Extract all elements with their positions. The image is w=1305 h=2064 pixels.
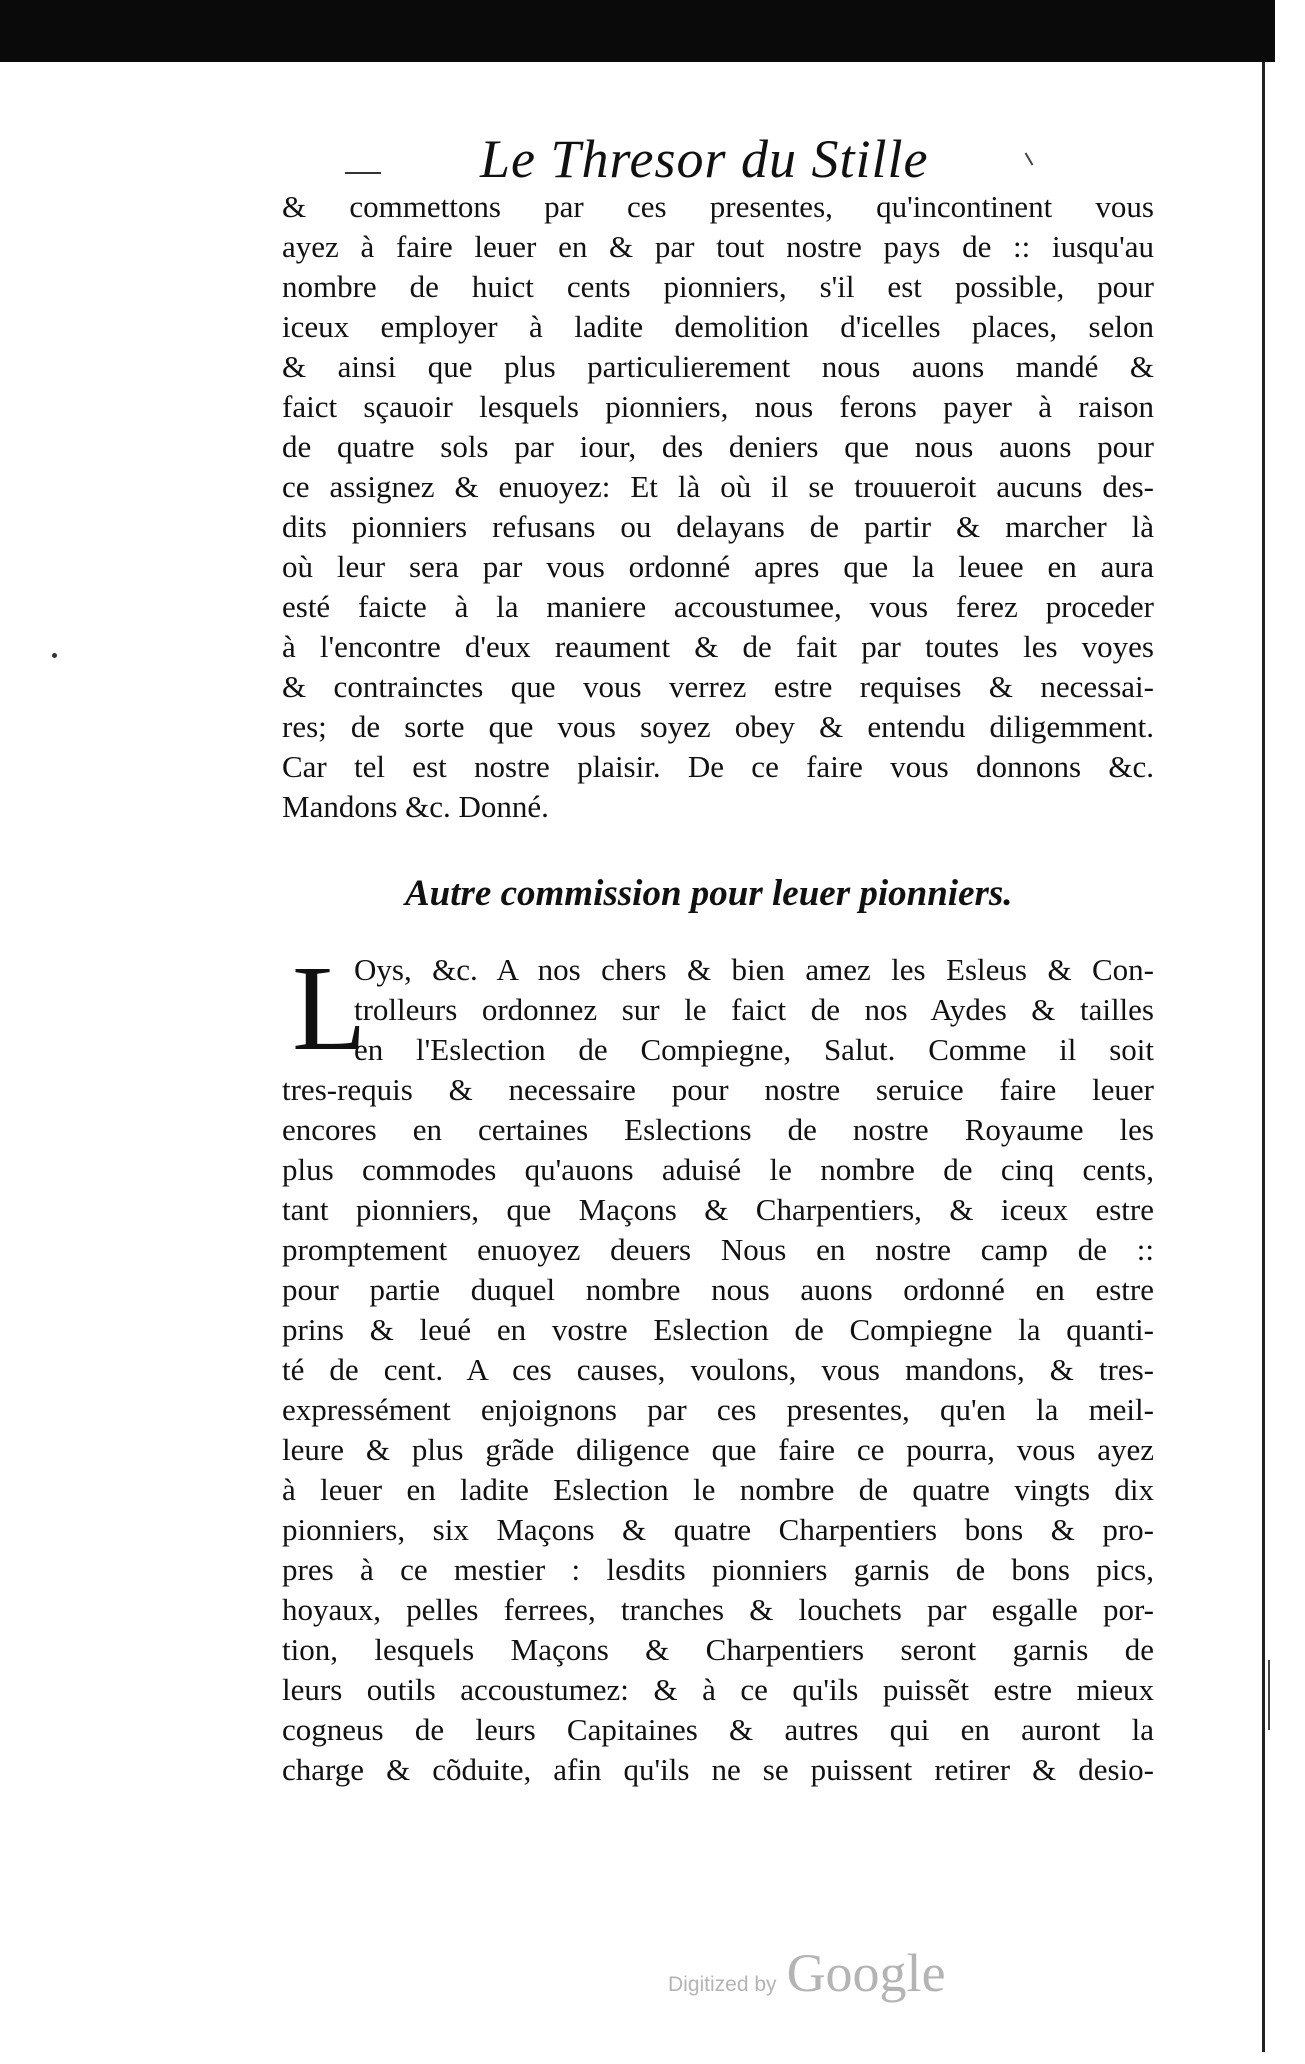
- scan-top-border: [0, 0, 1275, 62]
- text-line: charge & cõduite, afin qu'ils ne se puissent retirer & desio-: [282, 1752, 1154, 1787]
- text-line: & commettons par ces presentes, qu'incontinent vous: [282, 189, 1154, 224]
- text-line: res; de sorte que vous soyez obey & entendu diligemment.: [282, 709, 1154, 744]
- text-line: nombre de huict cents pionniers, s'il est possible, pour: [282, 269, 1154, 304]
- text-line: tion, lesquels Maçons & Charpentiers seront garnis de: [282, 1632, 1154, 1667]
- text-line: hoyaux, pelles ferrees, tranches & louchets par esgalle por-: [282, 1592, 1154, 1627]
- text-line: où leur sera par vous ordonné apres que la leuee en aura: [282, 549, 1154, 584]
- text-line: trolleurs ordonnez sur le faict de nos Aydes & tailles: [354, 992, 1154, 1027]
- section-heading: Autre commission pour leuer pionniers.: [405, 873, 1013, 914]
- ink-mark: [345, 172, 381, 174]
- scan-right-edge: [1262, 62, 1265, 2052]
- text-line: prins & leué en vostre Eslection de Compiegne la quanti-: [282, 1312, 1154, 1347]
- passage-two: [282, 941, 1154, 1790]
- text-line: expressément enjoignons par ces presentes, qu'en la meil-: [282, 1392, 1154, 1427]
- text-line: ce assignez & enuoyez: Et là où il se trouueroit aucuns des-: [282, 469, 1154, 504]
- text-line: pres à ce mestier : lesdits pionniers garnis de bons pics,: [282, 1552, 1154, 1587]
- text-line: Oys, &c. A nos chers & bien amez les Esleus & Con-: [354, 952, 1154, 987]
- margin-speck: [1268, 1660, 1270, 1730]
- text-line: leurs outils accoustumez: & à ce qu'ils puissẽt estre mieux: [282, 1672, 1154, 1707]
- text-line: encores en certaines Eslections de nostre Royaume les: [282, 1112, 1154, 1147]
- text-line: ayez à faire leuer en & par tout nostre pays de :: iusqu'au: [282, 229, 1154, 264]
- drop-cap: L: [292, 941, 367, 1076]
- running-title: Le Thresor du Stille: [480, 129, 929, 189]
- text-line: & ainsi que plus particulierement nous auons mandé &: [282, 349, 1154, 384]
- text-line: faict sçauoir lesquels pionniers, nous ferons payer à raison: [282, 389, 1154, 424]
- text-line: & contrainctes que vous verrez estre requises & necessai-: [282, 669, 1154, 704]
- text-line: iceux employer à ladite demolition d'icelles places, selon: [282, 309, 1154, 344]
- text-line: promptement enuoyez deuers Nous en nostre camp de ::: [282, 1232, 1154, 1267]
- digitization-watermark: [668, 1942, 946, 2004]
- text-line: à leuer en ladite Eslection le nombre de quatre vingts dix: [282, 1472, 1154, 1507]
- text-line: pionniers, six Maçons & quatre Charpentiers bons & pro-: [282, 1512, 1154, 1547]
- text-line: pour partie duquel nombre nous auons ordonné en estre: [282, 1272, 1154, 1307]
- text-line: leure & plus grãde diligence que faire ce pourra, vous ayez: [282, 1432, 1154, 1467]
- digitized-by-label: Digitized by: [668, 1973, 777, 1996]
- text-line: de quatre sols par iour, des deniers que nous auons pour: [282, 429, 1154, 464]
- text-line: tant pionniers, que Maçons & Charpentiers, & iceux estre: [282, 1192, 1154, 1227]
- text-line: esté faicte à la maniere accoustumee, vous ferez proceder: [282, 589, 1154, 624]
- text-line: cogneus de leurs Capitaines & autres qui en auront la: [282, 1712, 1154, 1747]
- text-line: tres-requis & necessaire pour nostre seruice faire leuer: [282, 1072, 1154, 1107]
- margin-speck: [1025, 152, 1034, 165]
- text-line: Car tel est nostre plaisir. De ce faire vous donnons &c.: [282, 749, 1154, 784]
- text-line: à l'encontre d'eux reaument & de fait par toutes les voyes: [282, 629, 1154, 664]
- google-wordmark: Google: [786, 1943, 946, 2003]
- text-line: té de cent. A ces causes, voulons, vous mandons, & tres-: [282, 1352, 1154, 1387]
- margin-speck: [52, 653, 57, 658]
- text-line: Mandons &c. Donné.: [282, 789, 549, 824]
- text-line: dits pionniers refusans ou delayans de partir & marcher là: [282, 509, 1154, 544]
- text-line: plus commodes qu'auons aduisé le nombre de cinq cents,: [282, 1152, 1154, 1187]
- text-line: en l'Eslection de Compiegne, Salut. Comme il soit: [354, 1032, 1154, 1067]
- passage-one: [282, 187, 1154, 827]
